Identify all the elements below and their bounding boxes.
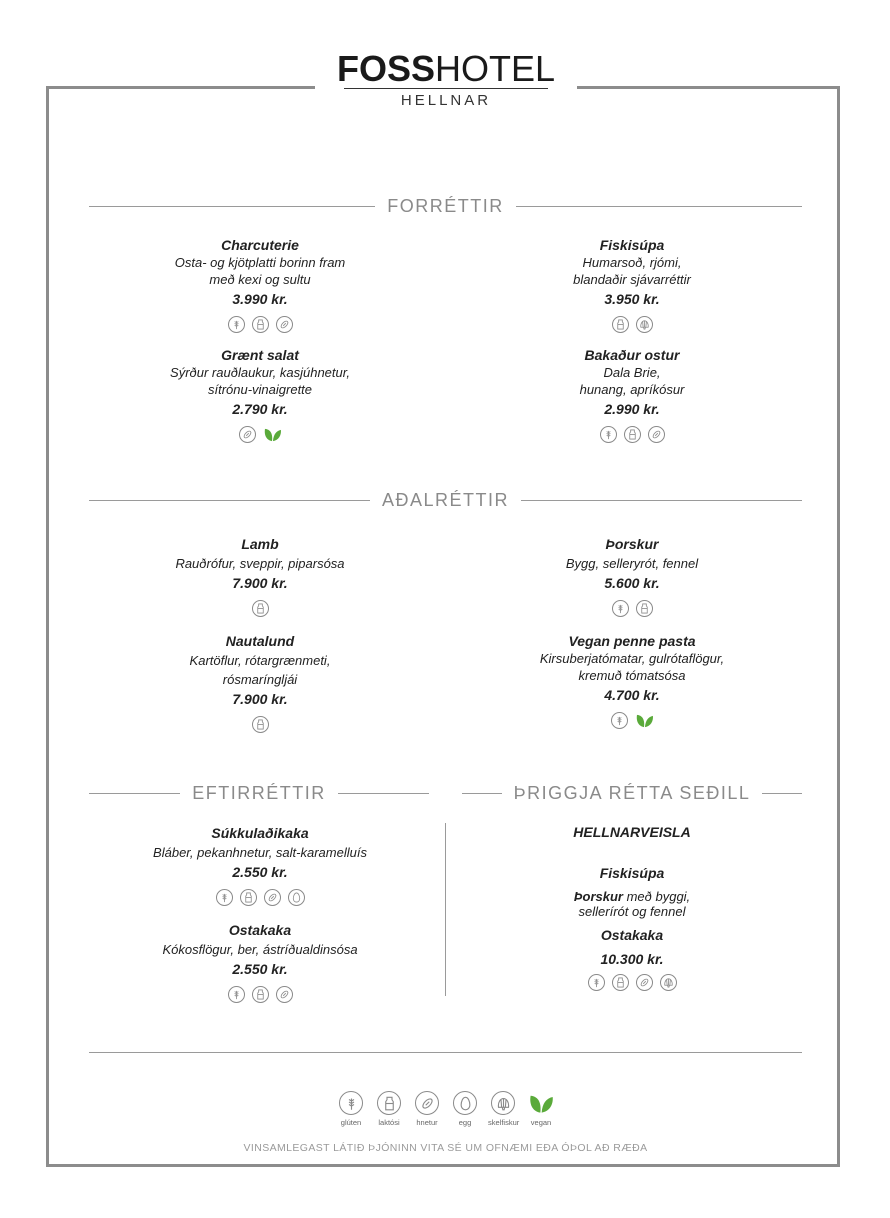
lactose-icon [240,889,257,906]
section-title: FORRÉTTIR [387,195,504,216]
allergen-icons [130,426,390,443]
vegan-leaf-icon [528,1091,554,1115]
heading-rule [89,500,370,501]
nuts-icon [415,1091,439,1115]
legend-item-shellfish [488,1091,518,1127]
allergen-icons [130,889,390,906]
item-description: Dala Brie, [603,365,661,380]
nuts-icon [636,974,653,991]
gluten-icon [600,426,617,443]
egg-icon [453,1091,477,1115]
item-description: Bláber, pekanhnetur, salt-karamelluís [153,845,367,860]
item-price: 3.990 kr. [232,291,288,307]
lactose-icon [612,316,629,333]
item-description: kremuð tómatsósa [578,668,686,683]
set-menu-course-1: Fiskisúpa [599,865,665,881]
shellfish-icon [636,316,653,333]
nuts-icon [276,316,293,333]
set-menu-price: 10.300 kr. [600,951,664,967]
nuts-icon [264,889,281,906]
egg-icon [288,889,305,906]
item-description: Sýrður rauðlaukur, kasjúhnetur, [170,365,350,380]
allergen-icons [502,974,762,991]
gluten-icon [611,712,628,729]
item-name: Þorskur [605,536,659,552]
item-description: Humarsoð, rjómi, [582,255,682,270]
legend-label: laktósi [378,1118,400,1127]
lactose-icon [252,600,269,617]
allergen-icons [502,712,762,729]
heading-rule [462,793,502,794]
menu-item-graent-salat [130,346,390,443]
legend-label: skelfiskur [488,1118,520,1127]
heading-rule [521,500,802,501]
legend-item-egg [450,1091,480,1127]
shellfish-icon [491,1091,515,1115]
section-desserts-heading [89,783,429,803]
allergen-icons [502,316,762,333]
item-name: Bakaður ostur [584,347,680,363]
item-description: blandaðir sjávarréttir [573,272,691,287]
item-description: Kókosflögur, ber, ástríðualdinsósa [162,942,358,957]
item-price: 4.700 kr. [604,687,660,703]
lactose-icon [624,426,641,443]
allergen-icons [130,716,390,733]
allergen-icons [130,986,390,1003]
item-price: 3.950 kr. [604,291,660,307]
menu-item-vegan-penne [502,632,762,729]
legend-item-gluten [336,1091,366,1127]
menu-item-ostakaka [130,921,390,1003]
item-description: sítrónu-vinaigrette [207,382,313,397]
item-description: rósmaríngljái [222,672,298,687]
section-set-menu-heading [462,783,802,803]
set-menu-course-2 [502,889,762,904]
lactose-icon [252,986,269,1003]
item-price: 2.550 kr. [232,961,288,977]
gluten-icon [612,600,629,617]
item-name: Ostakaka [228,922,292,938]
item-name: Grænt salat [221,347,299,363]
logo-light: HOTEL [434,48,556,89]
menu-item-fiskisupa [502,236,762,333]
item-price: 7.900 kr. [232,575,288,591]
set-menu-course-2-line2: sellerírót og fennel [578,904,686,919]
set-menu-title: HELLNARVEISLA [573,824,691,840]
vegan-leaf-icon [263,426,282,443]
set-menu-course-3: Ostakaka [600,927,664,943]
legend-label: vegan [530,1118,552,1127]
legend-label: egg [458,1118,472,1127]
lactose-icon [612,974,629,991]
item-name: Fiskisúpa [599,237,665,253]
heading-rule [89,206,375,207]
gluten-icon [228,316,245,333]
allergy-notice: VINSAMLEGAST LÁTIÐ ÞJÓNINN VITA SÉ UM OFNÆMI EÐA ÓÞOL AÐ RÆÐA [243,1142,648,1154]
set-menu [502,824,762,991]
heading-rule [89,793,180,794]
logo-location: HELLNAR [400,92,492,109]
lactose-icon [636,600,653,617]
gluten-icon [216,889,233,906]
legend-label: glúten [340,1118,362,1127]
column-divider [445,823,446,996]
item-description: Kartöflur, rótargrænmeti, [189,653,331,668]
section-title: EFTIRRÉTTIR [192,782,326,803]
item-name: Lamb [241,536,279,552]
item-price: 2.990 kr. [604,401,660,417]
item-name: Vegan penne pasta [568,633,696,649]
menu-item-bakadur-ostur [502,346,762,443]
logo-bold: FOSS [336,48,435,89]
menu-item-nautalund [130,632,390,733]
item-description: Rauðrófur, sveppir, piparsósa [175,556,345,571]
logo-wordmark [315,50,577,88]
item-description: hunang, apríkósur [579,382,685,397]
item-price: 2.550 kr. [232,864,288,880]
shellfish-icon [660,974,677,991]
set-menu-course-2-name: Þorskur [573,889,623,904]
item-description: með kexi og sultu [209,272,311,287]
section-mains-heading [89,490,802,510]
gluten-icon [339,1091,363,1115]
legend-item-nuts [412,1091,442,1127]
item-name: Charcuterie [221,237,299,253]
heading-rule [762,793,802,794]
section-starters-heading [89,196,802,216]
item-name: Nautalund [225,633,295,649]
item-price: 5.600 kr. [604,575,660,591]
heading-rule [516,206,802,207]
gluten-icon [588,974,605,991]
allergen-icons [130,316,390,333]
allergen-icons [502,426,762,443]
item-description: Osta- og kjötplatti borinn fram [174,255,346,270]
menu-item-thorskur [502,535,762,617]
nuts-icon [276,986,293,1003]
nuts-icon [239,426,256,443]
set-menu-course-2-desc: með byggi, [622,889,691,904]
item-description: Kirsuberjatómatar, gulrótaflögur, [539,651,725,666]
item-price: 7.900 kr. [232,691,288,707]
item-description: Bygg, selleryrót, fennel [565,556,699,571]
menu-item-sukkuladikaka [130,824,390,906]
gluten-icon [228,986,245,1003]
item-name: Súkkulaðikaka [211,825,309,841]
allergen-legend [336,1091,556,1127]
allergen-icons [130,600,390,617]
item-price: 2.790 kr. [232,401,288,417]
legend-item-vegan [526,1091,556,1127]
legend-label: hnetur [416,1118,438,1127]
section-title: ÞRIGGJA RÉTTA SEÐILL [513,782,751,803]
allergen-icons [502,600,762,617]
hotel-logo [315,50,577,109]
heading-rule [338,793,429,794]
menu-item-charcuterie [130,236,390,333]
lactose-icon [252,716,269,733]
nuts-icon [648,426,665,443]
lactose-icon [252,316,269,333]
legend-item-lactose [374,1091,404,1127]
section-title: AÐALRÉTTIR [381,489,510,510]
menu-item-lamb [130,535,390,617]
vegan-leaf-icon [635,712,654,729]
lactose-icon [377,1091,401,1115]
footer-divider [89,1052,802,1053]
